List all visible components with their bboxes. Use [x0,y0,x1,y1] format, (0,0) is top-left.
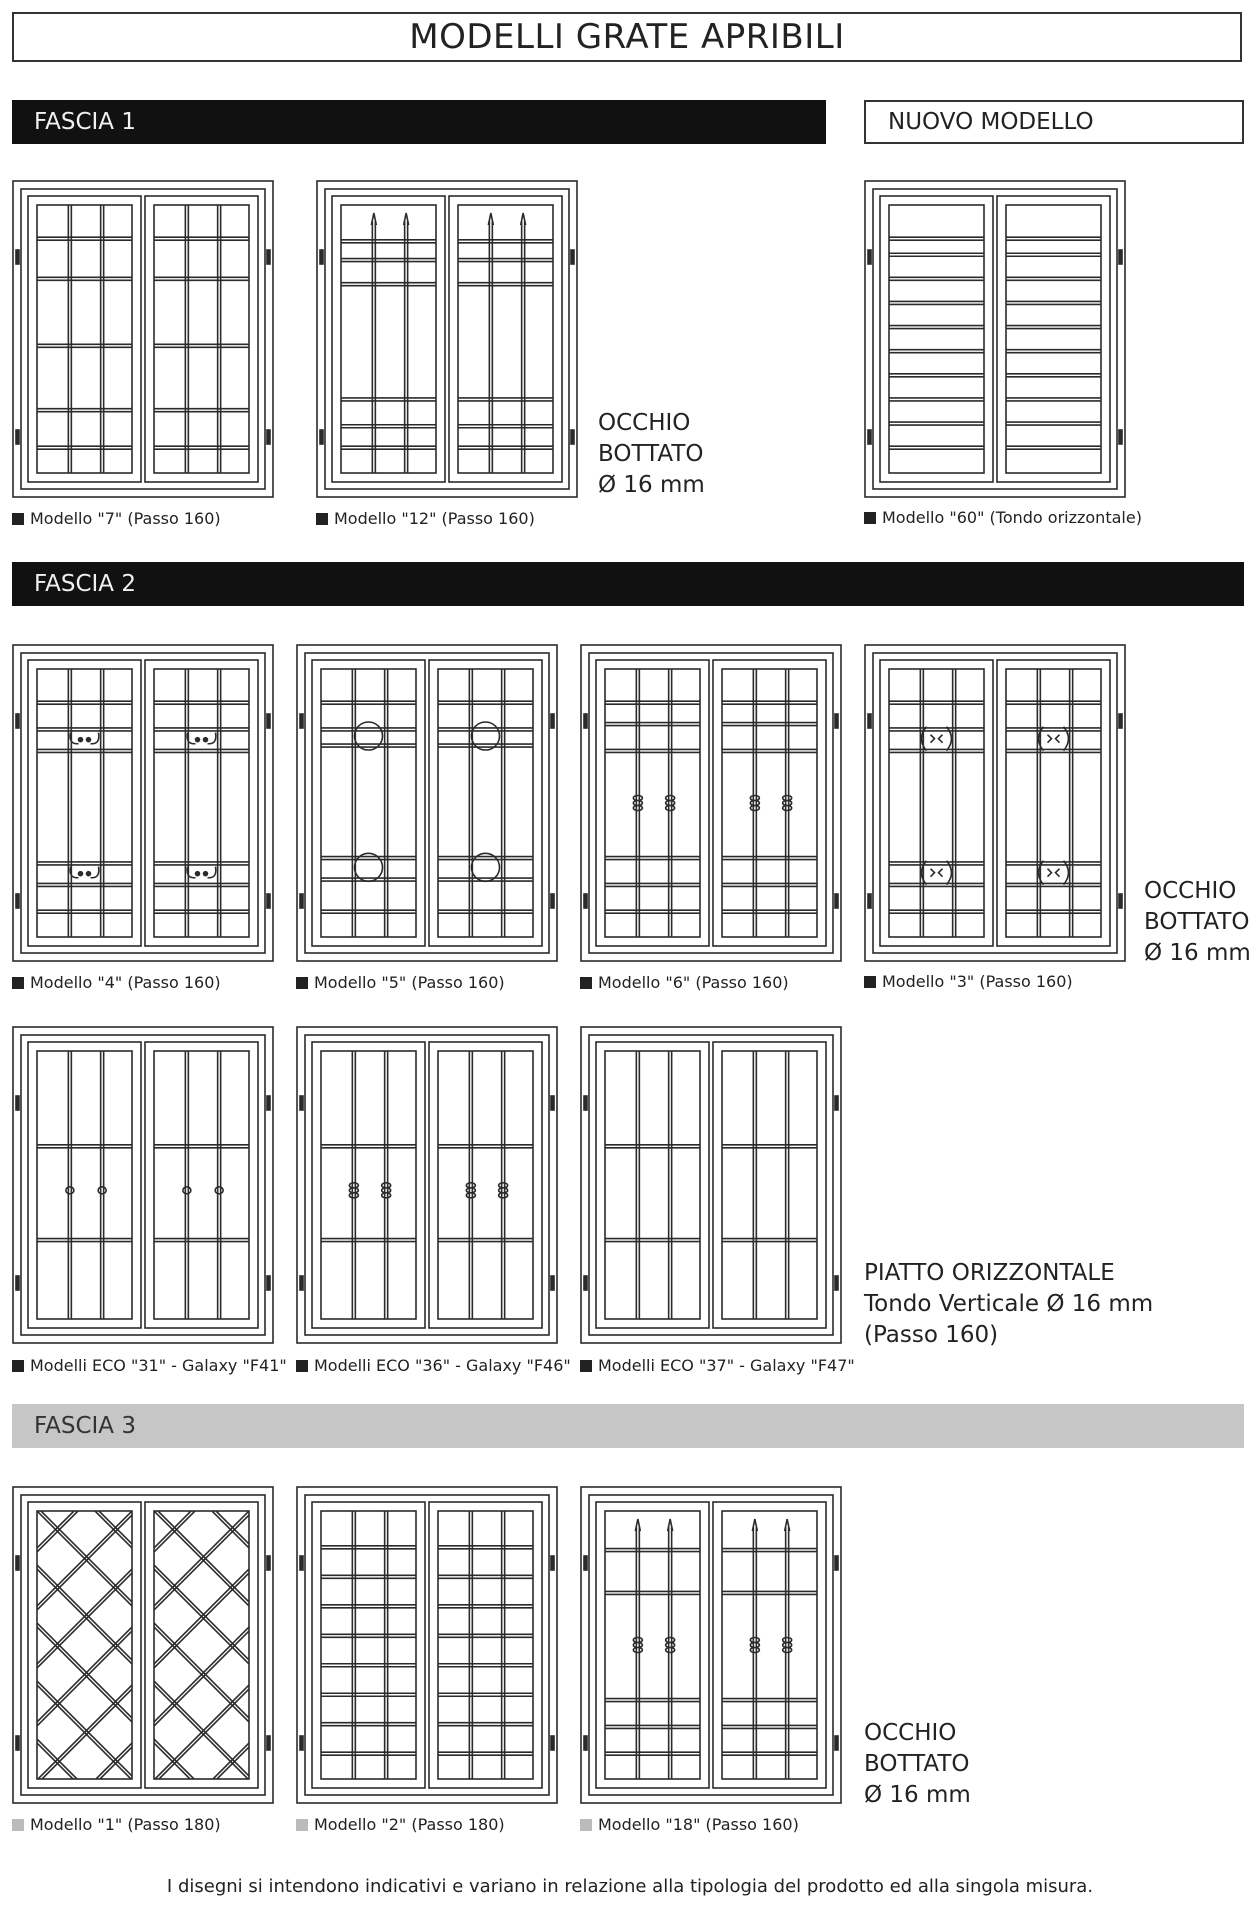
grate-modello-18 [580,1486,842,1804]
bullet-square-icon [864,976,876,988]
note-occhio-bottato-2: OCCHIO BOTTATO Ø 16 mm [1144,878,1251,966]
grate-modello-3 [864,644,1126,962]
bullet-square-icon [296,1360,308,1372]
bullet-square-icon [316,513,328,525]
grate-eco-31 [12,1026,274,1344]
note-occhio-bottato-3: OCCHIO BOTTATO Ø 16 mm [864,1720,971,1808]
grate-modello-6 [580,644,842,962]
caption-eco-37: Modelli ECO "37" - Galaxy "F47" [580,1356,855,1375]
grate-modello-5 [296,644,558,962]
caption-eco-36: Modelli ECO "36" - Galaxy "F46" [296,1356,571,1375]
bullet-square-icon [12,977,24,989]
caption-modello-6: Modello "6" (Passo 160) [580,973,789,992]
grate-modello-2 [296,1486,558,1804]
caption-modello-60: Modello "60" (Tondo orizzontale) [864,508,1142,527]
bullet-square-icon [12,513,24,525]
caption-modello-12: Modello "12" (Passo 160) [316,509,535,528]
bullet-square-icon [864,512,876,524]
footer-disclaimer: I disegni si intendono indicativi e variano in relazione alla tipologia del prodotto ed alla singola misura. [166,1876,1094,1897]
note-occhio-bottato-1: OCCHIO BOTTATO Ø 16 mm [598,410,705,498]
caption-modello-18: Modello "18" (Passo 160) [580,1815,799,1834]
caption-modello-5: Modello "5" (Passo 160) [296,973,505,992]
page-title: MODELLI GRATE APRIBILI [12,12,1242,62]
bullet-square-icon [580,977,592,989]
caption-modello-2: Modello "2" (Passo 180) [296,1815,505,1834]
bullet-square-icon [296,977,308,989]
caption-modello-7: Modello "7" (Passo 160) [12,509,221,528]
bullet-square-icon [12,1819,24,1831]
band-fascia-1: FASCIA 1 [12,100,826,144]
bullet-square-icon [580,1819,592,1831]
bullet-square-icon [12,1360,24,1372]
grate-modello-4 [12,644,274,962]
grate-modello-7 [12,180,274,498]
note-piatto-orizzontale: PIATTO ORIZZONTALE Tondo Verticale Ø 16 mm (Passo 160) [864,1260,1154,1348]
grate-modello-60 [864,180,1126,498]
band-nuovo-modello: NUOVO MODELLO [864,100,1244,144]
bullet-square-icon [296,1819,308,1831]
grate-eco-37 [580,1026,842,1344]
band-fascia-2: FASCIA 2 [12,562,1244,606]
bullet-square-icon [580,1360,592,1372]
caption-modello-4: Modello "4" (Passo 160) [12,973,221,992]
grate-modello-1 [12,1486,274,1804]
band-fascia-3: FASCIA 3 [12,1404,1244,1448]
caption-modello-1: Modello "1" (Passo 180) [12,1815,221,1834]
grate-eco-36 [296,1026,558,1344]
grate-modello-12 [316,180,578,498]
caption-modello-3: Modello "3" (Passo 160) [864,972,1073,991]
caption-eco-31: Modelli ECO "31" - Galaxy "F41" [12,1356,287,1375]
